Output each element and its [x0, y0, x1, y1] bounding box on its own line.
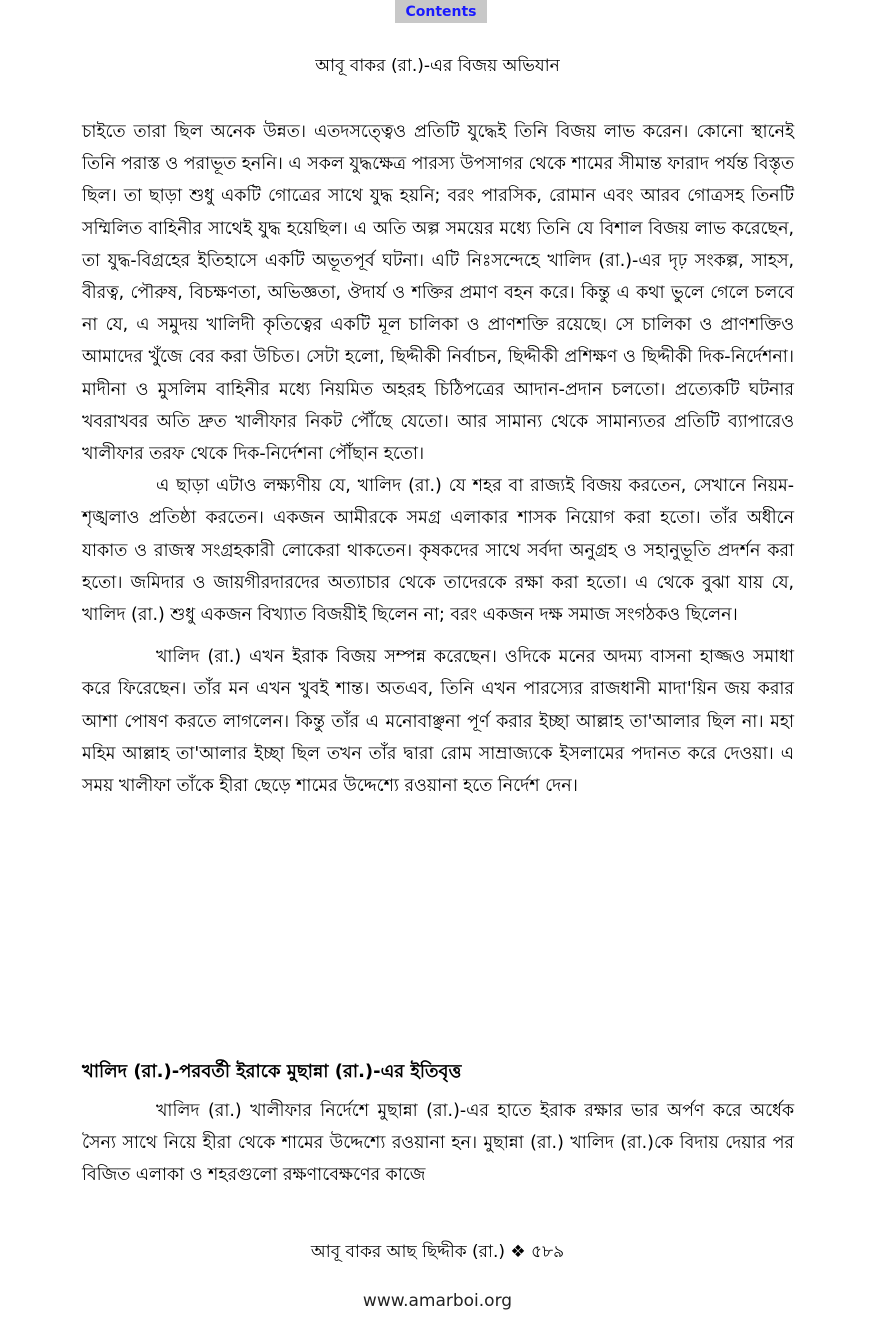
page-number: ৫৮৯: [531, 1242, 565, 1262]
section-paragraph: খালিদ (রা.) খালীফার নির্দেশে মুছান্না (রা.)-এর হাতে ইরাক রক্ষার ভার অর্পণ করে অর্ধেক সৈন্য সাথে নিয়ে হীরা থেকে শামের উদ্দেশ্যে রওয়ানা হন। মুছান্না (রা.) খালিদ (রা.)কে বিদায় দেয়ার পর বিজিত এলাকা ও শহরগুলো রক্ষণাবেক্ষণের কাজে: [82, 1101, 794, 1186]
running-title: আবূ বাকর (রা.)-এর বিজয় অভিযান: [315, 56, 560, 76]
contents-link[interactable]: Contents: [395, 0, 487, 23]
page-footer: [0, 1238, 875, 1266]
footer-separator-icon: ❖: [510, 1242, 526, 1262]
section-heading: খালিদ (রা.)-পরবর্তী ইরাকে মুছান্না (রা.)-এর ইতিবৃত্ত: [82, 1061, 462, 1082]
section-body: [82, 1095, 794, 1192]
paragraph-3: খালিদ (রা.) এখন ইরাক বিজয় সম্পন্ন করেছেন। ওদিকে মনের অদম্য বাসনা হাজ্জও সমাধা করে ফিরেছেন। তাঁর মন এখন খুবই শান্ত। অতএব, তিনি এখন পারস্যের রাজধানী মাদা'য়িন জয় করার আশা পোষণ করতে লাগলেন। কিন্তু তাঁর এ মনোবাঞ্ছনা পূর্ণ করার ইচ্ছা আল্লাহ তা'আলার ছিল না। মহা মহিম আল্লাহ তা'আলার ইচ্ছা ছিল তখন তাঁর দ্বারা রোম সাম্রাজ্যকে ইসলামের পদানত করে দেওয়া। এ সময় খালীফা তাঁকে হীরা ছেড়ে শামের উদ্দেশ্যে রওয়ানা হতে নির্দেশ দেন।: [82, 647, 794, 797]
footer-book-title: আবূ বাকর আছ ছিদ্দীক (রা.): [310, 1242, 505, 1262]
main-body: [82, 116, 794, 802]
paragraph-1: চাইতে তারা ছিল অনেক উন্নত। এতদসত্ত্বেও প্রতিটি যুদ্ধেই তিনি বিজয় লাভ করেন। কোনো স্থানেই তিনি পরাস্ত ও পরাভূত হননি। এ সকল যুদ্ধক্ষেত্র পারস্য উপসাগর থেকে শামের সীমান্ত ফারাদ পর্যন্ত বিস্তৃত ছিল। তা ছাড়া শুধু একটি গোত্রের সাথে যুদ্ধ হয়নি; বরং পারসিক, রোমান এবং আরব গোত্রসহ তিনটি সম্মিলিত বাহিনীর সাথেই যুদ্ধ হয়েছিল। এ অতি অল্প সময়ের মধ্যে তিনি যে বিশাল বিজয় লাভ করেছেন, তা যুদ্ধ-বিগ্রহের ইতিহাসে একটি অভূতপূর্ব ঘটনা। এটি নিঃসন্দেহে খালিদ (রা.)-এর দৃঢ় সংকল্প, সাহস, বীরত্ব, পৌরুষ, বিচক্ষণতা, অভিজ্ঞতা, ঔদার্য ও শক্তির প্রমাণ বহন করে। কিন্তু এ কথা ভুলে গেলে চলবে না যে, এ সমুদয় খালিদী কৃতিত্বের একটি মূল চালিকা ও প্রাণশক্তি রয়েছে। সে চালিকা ও প্রাণশক্তিও আমাদের খুঁজে বের করা উচিত। সেটা হলো, ছিদ্দীকী নির্বাচন, ছিদ্দীকী প্রশিক্ষণ ও ছিদ্দীকী দিক-নির্দেশনা। মাদীনা ও মুসলিম বাহিনীর মধ্যে নিয়মিত অহরহ চিঠিপত্রের আদান-প্রদান চলতো। প্রত্যেকটি ঘটনার খবরাখবর অতি দ্রুত খালীফার নিকট পৌঁছে যেতো। আর সামান্য থেকে সামান্যতর প্রতিটি ব্যাপারেও খালীফার তরফ থেকে দিক-নির্দেশনা পৌঁছান হতো।: [82, 122, 794, 465]
paragraph-2: এ ছাড়া এটাও লক্ষ্যণীয় যে, খালিদ (রা.) যে শহর বা রাজ্যই বিজয় করতেন, সেখানে নিয়ম-শৃঙ্খলাও প্রতিষ্ঠা করতেন। একজন আমীরকে সমগ্র এলাকার শাসক নিয়োগ করা হতো। তাঁর অধীনে যাকাত ও রাজস্ব সংগ্রহকারী লোকেরা থাকতেন। কৃষকদের সাথে সর্বদা অনুগ্রহ ও সহানুভূতি প্রদর্শন করা হতো। জমিদার ও জায়গীরদারদের অত্যাচার থেকে তাদেরকে রক্ষা করা হতো। এ থেকে বুঝা যায় যে, খালিদ (রা.) শুধু একজন বিখ্যাত বিজয়ীই ছিলেন না; বরং একজন দক্ষ সমাজ সংগঠকও ছিলেন।: [82, 476, 794, 626]
website-link[interactable]: www.amarboi.org: [362, 1291, 513, 1311]
